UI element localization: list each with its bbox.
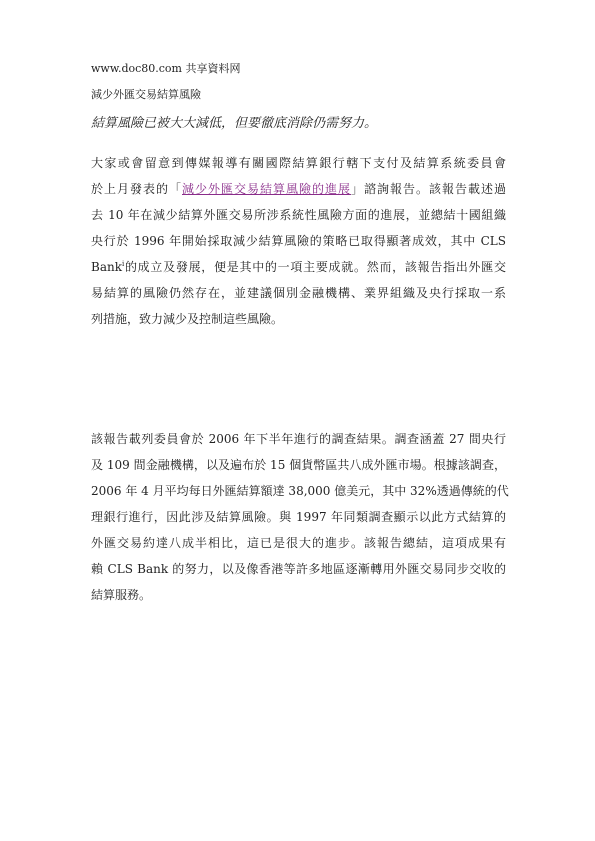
paragraph-line: 賴 CLS Bank 的努力，以及像香港等許多地區逐漸轉用外匯交易同步交收的 [91, 562, 506, 576]
paragraph-line: 央行於 1996 年開始採取減少結算風險的策略已取得顯著成效，其中 CLS [91, 234, 506, 248]
paragraph-2 [91, 426, 509, 608]
report-link[interactable]: 減少外匯交易結算風險的進展 [182, 182, 351, 196]
site-header: www.doc80.com 共享資料网 [91, 62, 241, 75]
paragraph-line: 大家或會留意到傳媒報導有關國際結算銀行轄下支付及結算系統委員會 [91, 156, 506, 170]
text-segment: 於上月發表的「 [91, 182, 182, 196]
paragraph-line [91, 254, 506, 280]
text-segment: 」諮詢報告。該報告載述過 [350, 182, 506, 196]
footnote-marker[interactable]: i [121, 260, 125, 268]
paragraph-line: 外匯交易約達八成半相比，這已是很大的進步。該報告總結，這項成果有 [91, 536, 506, 550]
document-title: 減少外匯交易結算風險 [91, 88, 201, 101]
paragraph-line: 去 10 年在減少結算外匯交易所涉系統性風險方面的進展，並總結十國組織 [91, 208, 506, 222]
paragraph-line: 2006 年 4 月平均每日外匯結算額達 38,000 億美元，其中 32%透過傳統的代 [91, 484, 509, 498]
paragraph-line: 該報告載列委員會於 2006 年下半年進行的調查結果。調查涵蓋 27 間央行 [91, 432, 506, 446]
paragraph-line: 結算服務。 [91, 588, 152, 602]
paragraph-line: 理銀行進行，因此涉及結算風險。與 1997 年同類調查顯示以此方式結算的 [91, 510, 506, 524]
text-segment: 的成立及發展，便是其中的一項主要成就。然而，該報告指出外匯交 [124, 260, 506, 274]
paragraph-line: 列措施，致力減少及控制這些風險。 [91, 312, 284, 326]
paragraph-line [91, 176, 506, 202]
paragraph-line: 易結算的風險仍然存在，並建議個別金融機構、業界組織及央行採取一系 [91, 286, 506, 300]
subtitle: 結算風險已被大大減低，但要徹底消除仍需努力。 [91, 116, 378, 131]
text-segment: Bank [91, 260, 122, 274]
paragraph-1 [91, 150, 506, 332]
paragraph-line: 及 109 間金融機構，以及遍布於 15 個貨幣區共八成外匯市場。根據該調查， [91, 458, 506, 472]
